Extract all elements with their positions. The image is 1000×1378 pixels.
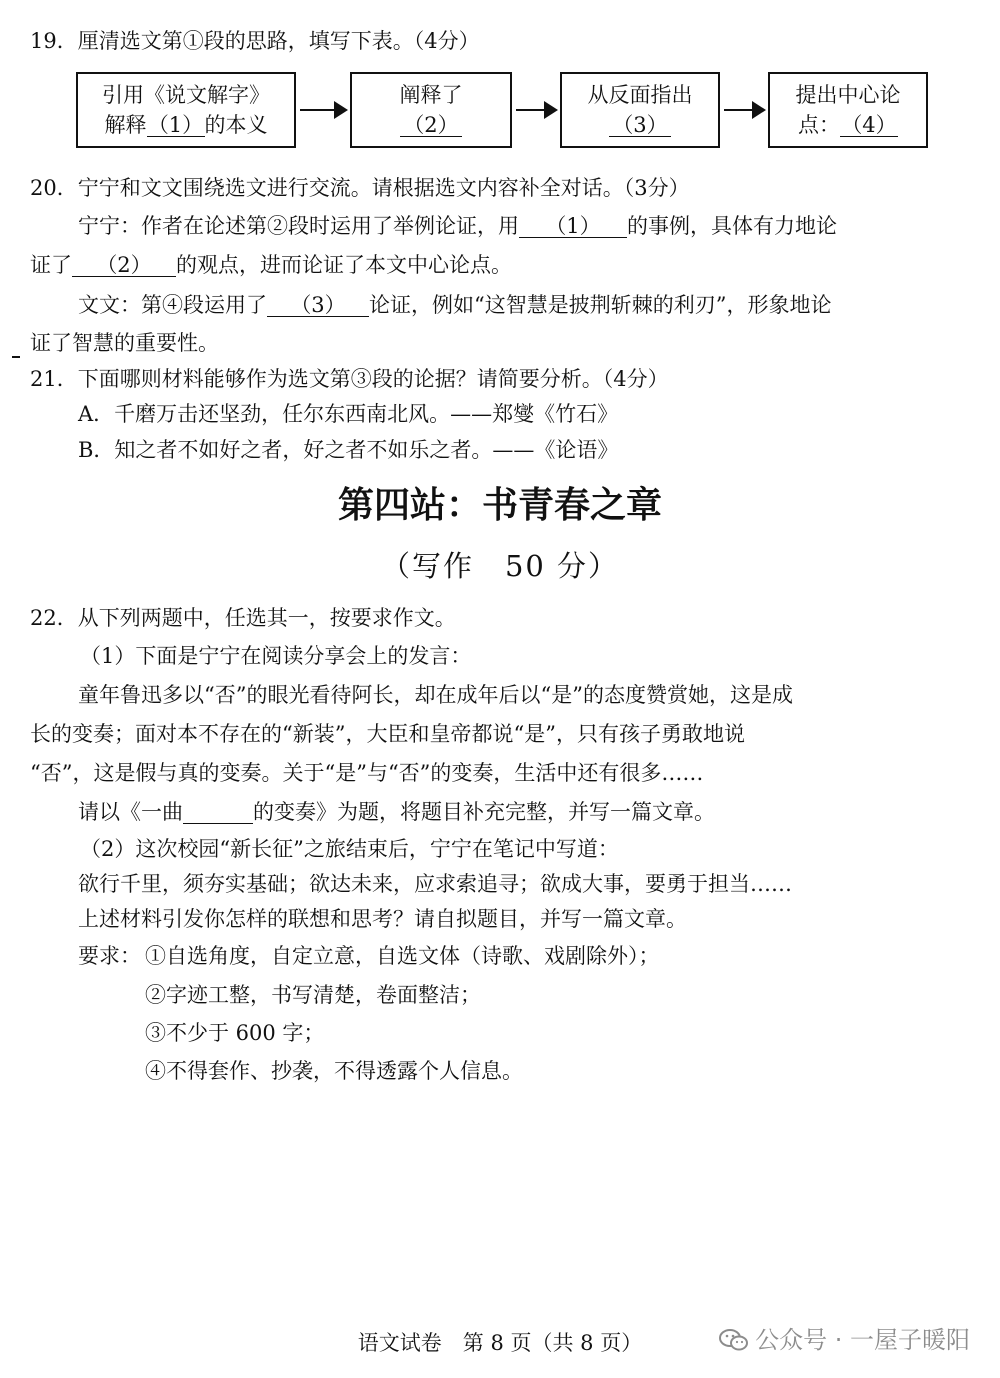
q21-option-a: A．千磨万击还坚劲，任尔东西南北风。——郑燮《竹石》: [78, 402, 619, 426]
flow-box-1-line1: 引用《说文解字》: [102, 83, 270, 107]
q20-blank-1: （1）: [519, 215, 627, 238]
q22-prompt1-line3: “否”，这是假与真的变奏。关于“是”与“否”的变奏，生活中还有很多……: [30, 761, 704, 785]
q20-wen-line1: [78, 292, 831, 318]
q22-prompt2-line1: 欲行千里，须夯实基础；欲达未来，应求索追寻；欲成大事，要勇于担当……: [78, 872, 792, 896]
flow-box-1: [76, 72, 296, 148]
flow-box-1-line2-post: 的本义: [204, 113, 268, 137]
section-title: 第四站：书青春之章: [337, 485, 662, 526]
q22-prompt1-task: [78, 799, 715, 825]
q22-prompt2-intro: （2）这次校园“新长征”之旅结束后，宁宁在笔记中写道：: [80, 837, 619, 861]
flow-box-4-line2-pre: 点：: [798, 113, 840, 137]
flow-box-2: [350, 72, 512, 148]
q20-ning-text-c: 证了: [30, 253, 72, 277]
wechat-icon: [719, 1328, 749, 1352]
flow-box-3-line1: 从反面指出: [587, 83, 693, 107]
q22-requirement-2: ②字迹工整，书写清楚，卷面整洁；: [145, 983, 481, 1007]
q20-wen-text-b: 论证，例如“这智慧是披荆斩棘的利刃”，形象地论: [369, 293, 832, 317]
q22-prompt1-line2: 长的变奏；面对本不存在的“新装”，大臣和皇帝都说“是”，只有孩子勇敢地说: [30, 722, 745, 746]
q21-option-b: B．知之者不如好之者，好之者不如乐之者。——《论语》: [78, 438, 619, 462]
q22-requirement-1: ①自选角度，自定立意，自选文体（诗歌、戏剧除外）；: [145, 944, 660, 968]
q20-ning-text-b: 的事例，具体有力地论: [627, 214, 837, 238]
q20-wen-line2: 证了智慧的重要性。: [30, 331, 219, 355]
q22-requirement-4: ④不得套作、抄袭，不得透露个人信息。: [145, 1059, 523, 1083]
q22-prompt1-intro: （1）下面是宁宁在阅读分享会上的发言：: [80, 644, 472, 668]
watermark: [719, 1325, 970, 1355]
flow-arrow-2: [516, 109, 556, 111]
q22-prompt1-task-a: 请以《一曲: [78, 800, 183, 824]
q22-prompt2-task: 上述材料引发你怎样的联想和思考？请自拟题目，并写一篇文章。: [78, 907, 687, 931]
q20-blank-2: （2）: [72, 254, 176, 277]
watermark-text: 公众号 · 一屋子暖阳: [755, 1326, 970, 1354]
flow-arrow-1: [300, 109, 346, 111]
q22-prompt1-task-b: 的变奏》为题，将题目补充完整，并写一篇文章。: [253, 800, 715, 824]
flow-box-2-line1: 阐释了: [399, 83, 463, 107]
q22-stem: 22．从下列两题中，任选其一，按要求作文。: [30, 606, 456, 630]
q20-ning-line2: [30, 252, 512, 278]
page-footer: 语文试卷 第 8 页（共 8 页）: [357, 1331, 643, 1355]
flow-blank-2: （2）: [400, 114, 462, 137]
flow-blank-3: （3）: [609, 114, 671, 137]
q20-ning-text-a: 宁宁：作者在论述第②段时运用了举例论证，用: [78, 214, 519, 238]
q22-requirements-label: 要求：: [78, 944, 141, 968]
q22-title-blank: [183, 801, 253, 824]
flow-arrow-3: [724, 109, 764, 111]
q20-ning-text-d: 的观点，进而论证了本文中心论点。: [176, 253, 512, 277]
section-subtitle: （写作 50 分）: [380, 549, 620, 583]
flow-box-3: [560, 72, 720, 148]
flow-blank-1: （1）: [147, 113, 204, 137]
flow-blank-4: （4）: [841, 113, 897, 137]
flow-box-4-line1: 提出中心论: [795, 83, 901, 107]
q20-wen-text-a: 文文：第④段运用了: [78, 293, 267, 317]
q21-stem: 21．下面哪则材料能够作为选文第③段的论据？请简要分析。（4分）: [30, 367, 669, 391]
q20-stem: 20．宁宁和文文围绕选文进行交流。请根据选文内容补全对话。（3分）: [30, 176, 690, 200]
q19-stem: 19．厘清选文第①段的思路，填写下表。（4分）: [30, 29, 480, 53]
q20-ning-line1: [78, 213, 837, 239]
flow-box-1-line2-pre: 解释: [104, 113, 147, 137]
q22-requirement-3: ③不少于 600 字；: [145, 1021, 325, 1045]
q22-prompt1-line1: 童年鲁迅多以“否”的眼光看待阿长，却在成年后以“是”的态度赞赏她，这是成: [78, 683, 793, 707]
margin-mark: [12, 356, 20, 358]
q20-blank-3: （3）: [267, 294, 369, 317]
flow-box-4: [768, 72, 928, 148]
